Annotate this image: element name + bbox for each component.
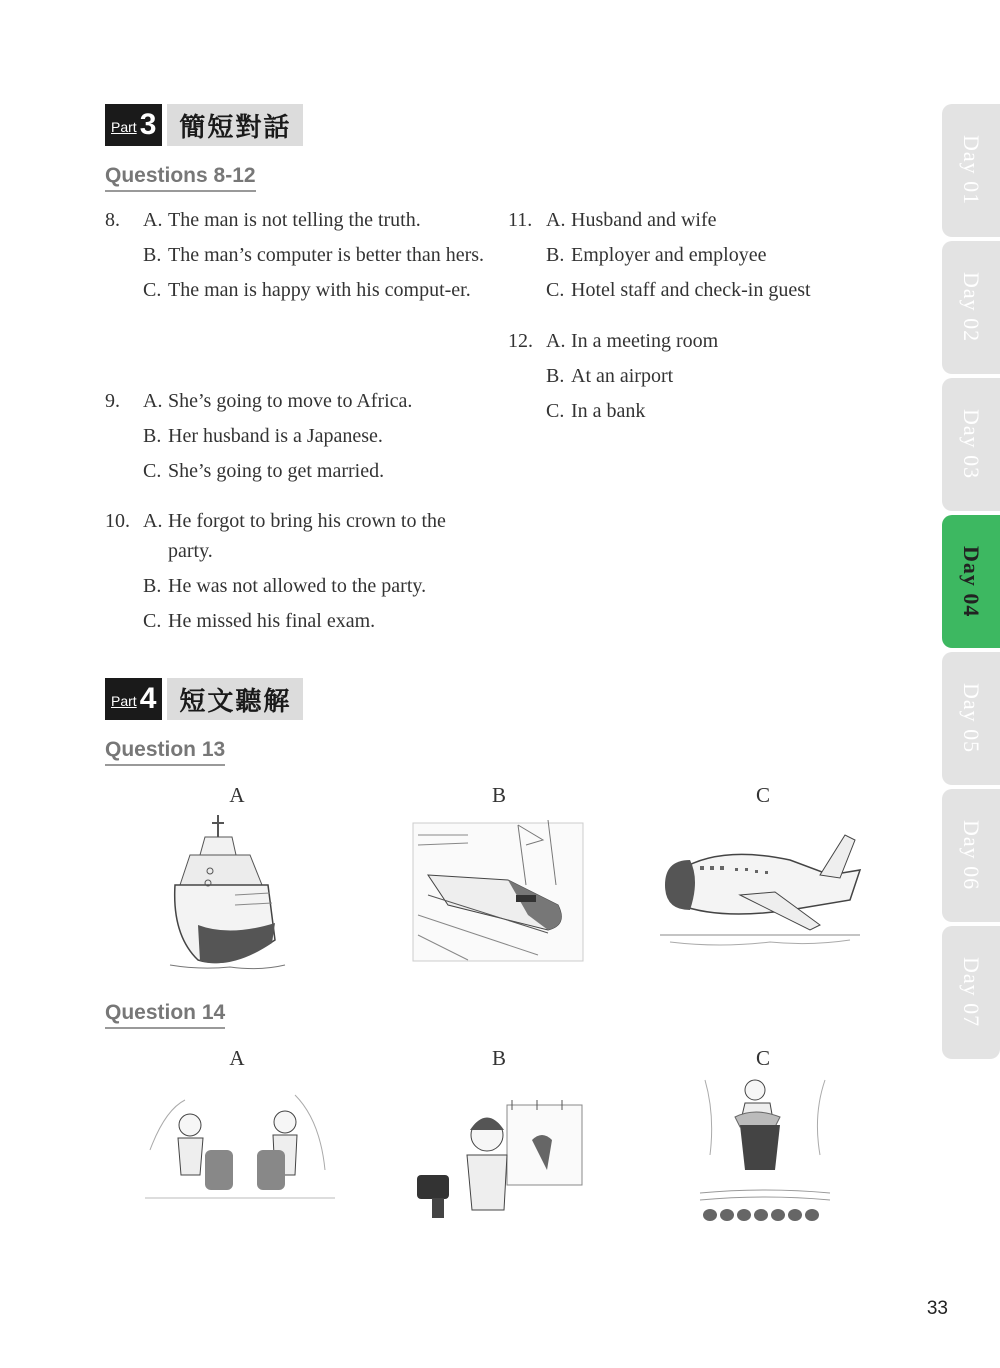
tab-day-03[interactable]: Day 03 <box>942 378 1000 511</box>
tab-day-06[interactable]: Day 06 <box>942 789 1000 922</box>
tab-day-04[interactable]: Day 04 <box>942 515 1000 648</box>
tab-day-05[interactable]: Day 05 <box>942 652 1000 785</box>
option-c: C. She’s going to get married. <box>143 460 385 482</box>
question-13-heading: Question 13 <box>105 738 225 766</box>
questions-8-12-heading: Questions 8-12 <box>105 164 256 192</box>
ship-illustration <box>160 815 290 975</box>
question-10 <box>105 506 490 641</box>
question-11 <box>508 205 868 310</box>
presenters-illustration <box>145 1090 335 1205</box>
tab-day-07[interactable]: Day 07 <box>942 926 1000 1059</box>
part-4-title: 短文聽解 <box>167 678 303 720</box>
option-c: C. In a bank <box>546 400 646 422</box>
question-number: 12. <box>508 330 533 352</box>
question-9 <box>105 386 490 491</box>
plane-illustration <box>660 830 870 950</box>
question-14-heading: Question 14 <box>105 1001 225 1029</box>
option-c: C. He missed his final exam. <box>143 610 376 632</box>
tab-day-02[interactable]: Day 02 <box>942 241 1000 374</box>
q14-label-a: A <box>229 1046 245 1070</box>
question-number: 10. <box>105 510 130 532</box>
part-3-badge <box>105 104 162 146</box>
question-number: 8. <box>105 209 120 231</box>
reporter-illustration <box>412 1100 592 1225</box>
part-4-header <box>105 678 303 720</box>
option-c: C. The man is happy with his comput-er. <box>143 279 471 301</box>
part-4-badge <box>105 678 162 720</box>
question-8 <box>105 205 490 310</box>
option-a: A. The man is not telling the truth. <box>143 209 421 231</box>
question-number: 9. <box>105 390 120 412</box>
option-a: A. In a meeting room <box>546 330 719 352</box>
part-number: 3 <box>139 108 157 141</box>
option-a: A. She’s going to move to Africa. <box>143 390 413 412</box>
page-number: 33 <box>926 1298 948 1319</box>
option-b: B. Employer and employee <box>546 244 767 266</box>
option-c: C. Hotel staff and check-in guest <box>546 279 811 301</box>
option-a: A. Husband and wife <box>546 209 717 231</box>
q14-label-b: B <box>491 1046 506 1070</box>
question-12 <box>508 326 868 431</box>
option-a: A. He forgot to bring his crown to the party. <box>143 510 446 562</box>
part-label: Part <box>111 693 137 709</box>
option-b: B. At an airport <box>546 365 674 387</box>
q13-label-c: C <box>755 783 770 807</box>
day-tabs <box>942 104 1000 1063</box>
q13-label-b: B <box>491 783 506 807</box>
q14-label-c: C <box>755 1046 770 1070</box>
part-3-title: 簡短對話 <box>167 104 303 146</box>
option-b: B. The man’s computer is better than hers. <box>143 244 485 266</box>
question-number: 11. <box>508 209 533 231</box>
tab-day-01[interactable]: Day 01 <box>942 104 1000 237</box>
train-illustration <box>408 815 588 965</box>
part-number: 4 <box>139 682 157 715</box>
option-b: B. He was not allowed to the party. <box>143 575 427 597</box>
option-b: B. Her husband is a Japanese. <box>143 425 383 447</box>
part-3-header <box>105 104 303 146</box>
part-label: Part <box>111 119 137 135</box>
q13-label-a: A <box>229 783 245 807</box>
speaker-illustration <box>695 1075 835 1225</box>
